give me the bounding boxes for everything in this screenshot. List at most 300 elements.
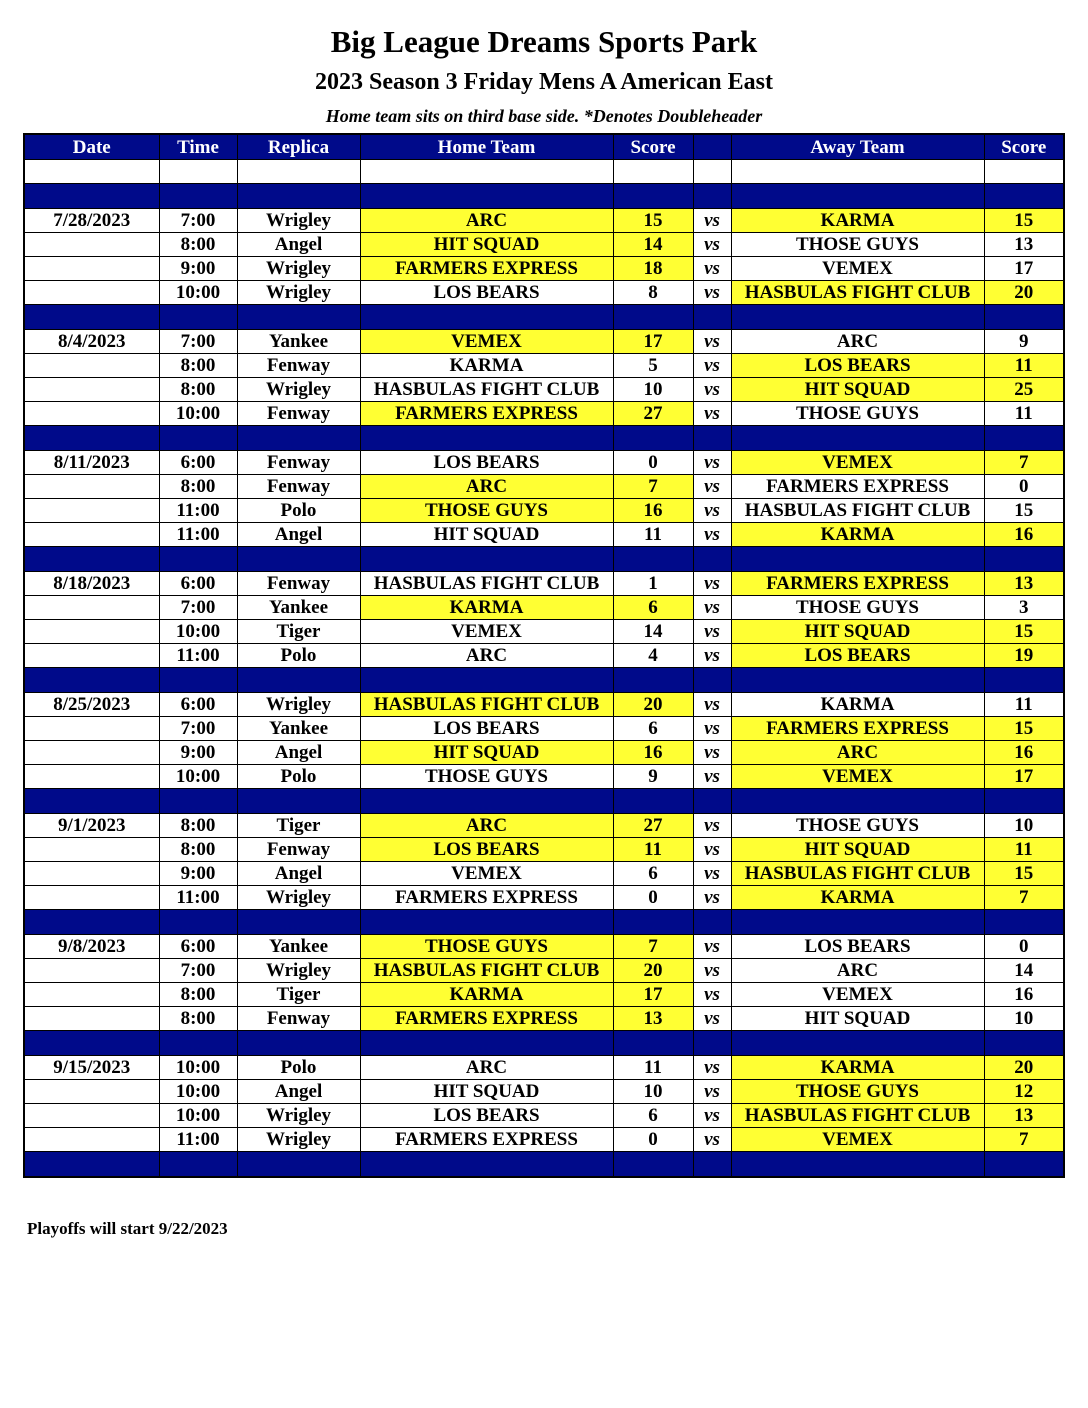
game-time: 8:00 bbox=[159, 233, 237, 257]
home-score: 17 bbox=[613, 983, 693, 1007]
separator-cell bbox=[159, 1152, 237, 1178]
game-time: 8:00 bbox=[159, 983, 237, 1007]
separator-cell bbox=[159, 910, 237, 935]
away-score: 19 bbox=[984, 644, 1064, 668]
home-score: 20 bbox=[613, 959, 693, 983]
away-team: KARMA bbox=[731, 1056, 984, 1080]
game-time: 7:00 bbox=[159, 330, 237, 354]
game-row bbox=[24, 596, 1064, 620]
game-field: Tiger bbox=[237, 814, 360, 838]
home-team: THOSE GUYS bbox=[360, 499, 613, 523]
vs-label: vs bbox=[693, 959, 731, 983]
game-row bbox=[24, 717, 1064, 741]
game-field: Tiger bbox=[237, 983, 360, 1007]
home-team: ARC bbox=[360, 814, 613, 838]
game-row bbox=[24, 330, 1064, 354]
game-field: Fenway bbox=[237, 475, 360, 499]
game-date bbox=[24, 402, 159, 426]
separator-cell bbox=[613, 789, 693, 814]
page-title: Big League Dreams Sports Park bbox=[330, 24, 758, 59]
separator-cell bbox=[237, 1031, 360, 1056]
home-score: 14 bbox=[613, 620, 693, 644]
game-date bbox=[24, 959, 159, 983]
separator-cell bbox=[360, 305, 613, 330]
away-score: 15 bbox=[984, 499, 1064, 523]
home-score: 9 bbox=[613, 765, 693, 789]
away-team: LOS BEARS bbox=[731, 644, 984, 668]
separator-cell bbox=[693, 184, 731, 209]
separator-cell bbox=[731, 547, 984, 572]
game-row bbox=[24, 814, 1064, 838]
game-date bbox=[24, 741, 159, 765]
game-date: 8/4/2023 bbox=[24, 330, 159, 354]
home-score: 0 bbox=[613, 1128, 693, 1152]
vs-label: vs bbox=[693, 475, 731, 499]
game-time: 11:00 bbox=[159, 644, 237, 668]
separator-cell bbox=[237, 789, 360, 814]
game-date bbox=[24, 717, 159, 741]
home-team: FARMERS EXPRESS bbox=[360, 257, 613, 281]
game-time: 11:00 bbox=[159, 886, 237, 910]
home-team: THOSE GUYS bbox=[360, 935, 613, 959]
vs-label: vs bbox=[693, 741, 731, 765]
game-date bbox=[24, 983, 159, 1007]
separator-cell bbox=[731, 668, 984, 693]
game-time: 6:00 bbox=[159, 572, 237, 596]
schedule-body bbox=[24, 160, 1064, 1178]
game-field: Wrigley bbox=[237, 886, 360, 910]
game-date bbox=[24, 475, 159, 499]
home-team: KARMA bbox=[360, 983, 613, 1007]
game-time: 11:00 bbox=[159, 499, 237, 523]
blank-cell bbox=[237, 160, 360, 184]
home-score: 7 bbox=[613, 935, 693, 959]
game-time: 9:00 bbox=[159, 257, 237, 281]
separator-cell bbox=[237, 547, 360, 572]
away-score: 7 bbox=[984, 1128, 1064, 1152]
game-field: Yankee bbox=[237, 717, 360, 741]
game-row bbox=[24, 741, 1064, 765]
game-row bbox=[24, 1128, 1064, 1152]
away-team: THOSE GUYS bbox=[731, 233, 984, 257]
blank-cell bbox=[159, 160, 237, 184]
week-separator-row bbox=[24, 184, 1064, 209]
game-date: 9/15/2023 bbox=[24, 1056, 159, 1080]
home-score: 16 bbox=[613, 741, 693, 765]
week-separator-row bbox=[24, 668, 1064, 693]
home-team: THOSE GUYS bbox=[360, 765, 613, 789]
home-score: 6 bbox=[613, 862, 693, 886]
home-score: 10 bbox=[613, 378, 693, 402]
separator-cell bbox=[237, 1152, 360, 1178]
vs-label: vs bbox=[693, 1056, 731, 1080]
away-score: 9 bbox=[984, 330, 1064, 354]
game-row bbox=[24, 838, 1064, 862]
away-score: 0 bbox=[984, 935, 1064, 959]
game-row bbox=[24, 1104, 1064, 1128]
game-date: 8/18/2023 bbox=[24, 572, 159, 596]
week-separator-row bbox=[24, 910, 1064, 935]
home-team: LOS BEARS bbox=[360, 838, 613, 862]
game-field: Wrigley bbox=[237, 257, 360, 281]
home-team: LOS BEARS bbox=[360, 281, 613, 305]
home-team: ARC bbox=[360, 1056, 613, 1080]
away-team: HASBULAS FIGHT CLUB bbox=[731, 281, 984, 305]
home-score: 27 bbox=[613, 402, 693, 426]
game-row bbox=[24, 257, 1064, 281]
separator-cell bbox=[360, 426, 613, 451]
home-score: 11 bbox=[613, 523, 693, 547]
schedule-table bbox=[23, 133, 1065, 1178]
separator-cell bbox=[24, 547, 159, 572]
week-separator-row bbox=[24, 426, 1064, 451]
game-row bbox=[24, 475, 1064, 499]
away-team: VEMEX bbox=[731, 451, 984, 475]
home-team: HIT SQUAD bbox=[360, 1080, 613, 1104]
game-field: Angel bbox=[237, 233, 360, 257]
game-time: 7:00 bbox=[159, 959, 237, 983]
game-field: Wrigley bbox=[237, 693, 360, 717]
separator-cell bbox=[159, 305, 237, 330]
separator-cell bbox=[731, 1031, 984, 1056]
vs-label: vs bbox=[693, 451, 731, 475]
separator-cell bbox=[984, 547, 1064, 572]
separator-cell bbox=[613, 426, 693, 451]
separator-cell bbox=[693, 547, 731, 572]
separator-cell bbox=[613, 547, 693, 572]
separator-cell bbox=[360, 668, 613, 693]
away-score: 13 bbox=[984, 1104, 1064, 1128]
home-score: 10 bbox=[613, 1080, 693, 1104]
game-row bbox=[24, 1080, 1064, 1104]
vs-label: vs bbox=[693, 1080, 731, 1104]
away-team: VEMEX bbox=[731, 983, 984, 1007]
home-score: 13 bbox=[613, 1007, 693, 1031]
away-team: LOS BEARS bbox=[731, 354, 984, 378]
game-time: 6:00 bbox=[159, 451, 237, 475]
home-score: 5 bbox=[613, 354, 693, 378]
week-separator-row bbox=[24, 1152, 1064, 1178]
home-team: ARC bbox=[360, 475, 613, 499]
game-time: 11:00 bbox=[159, 1128, 237, 1152]
game-time: 8:00 bbox=[159, 814, 237, 838]
game-time: 10:00 bbox=[159, 1104, 237, 1128]
home-score: 11 bbox=[613, 1056, 693, 1080]
blank-cell bbox=[731, 160, 984, 184]
separator-cell bbox=[24, 305, 159, 330]
game-field: Angel bbox=[237, 523, 360, 547]
vs-label: vs bbox=[693, 596, 731, 620]
home-score: 27 bbox=[613, 814, 693, 838]
col-header-vs bbox=[693, 134, 731, 160]
game-field: Wrigley bbox=[237, 209, 360, 233]
game-date bbox=[24, 862, 159, 886]
separator-cell bbox=[693, 668, 731, 693]
vs-label: vs bbox=[693, 233, 731, 257]
home-score: 6 bbox=[613, 717, 693, 741]
game-time: 11:00 bbox=[159, 523, 237, 547]
away-team: VEMEX bbox=[731, 765, 984, 789]
home-team: KARMA bbox=[360, 596, 613, 620]
home-team: LOS BEARS bbox=[360, 717, 613, 741]
game-date bbox=[24, 644, 159, 668]
game-date bbox=[24, 378, 159, 402]
game-field: Polo bbox=[237, 499, 360, 523]
game-row bbox=[24, 983, 1064, 1007]
away-score: 12 bbox=[984, 1080, 1064, 1104]
home-team: FARMERS EXPRESS bbox=[360, 886, 613, 910]
away-team: KARMA bbox=[731, 693, 984, 717]
separator-cell bbox=[159, 547, 237, 572]
away-score: 17 bbox=[984, 765, 1064, 789]
game-row bbox=[24, 281, 1064, 305]
col-header-replica: Replica bbox=[237, 134, 360, 160]
separator-cell bbox=[984, 426, 1064, 451]
blank-cell bbox=[693, 160, 731, 184]
separator-cell bbox=[360, 1031, 613, 1056]
away-team: VEMEX bbox=[731, 257, 984, 281]
separator-cell bbox=[613, 668, 693, 693]
separator-cell bbox=[24, 426, 159, 451]
away-score: 16 bbox=[984, 523, 1064, 547]
separator-cell bbox=[360, 910, 613, 935]
game-field: Wrigley bbox=[237, 378, 360, 402]
home-team: HASBULAS FIGHT CLUB bbox=[360, 378, 613, 402]
home-score: 20 bbox=[613, 693, 693, 717]
away-team: HIT SQUAD bbox=[731, 378, 984, 402]
away-team: THOSE GUYS bbox=[731, 1080, 984, 1104]
game-time: 8:00 bbox=[159, 475, 237, 499]
away-score: 15 bbox=[984, 209, 1064, 233]
game-date bbox=[24, 257, 159, 281]
home-score: 14 bbox=[613, 233, 693, 257]
home-team: FARMERS EXPRESS bbox=[360, 402, 613, 426]
blank-cell bbox=[360, 160, 613, 184]
away-team: HASBULAS FIGHT CLUB bbox=[731, 499, 984, 523]
home-score: 0 bbox=[613, 451, 693, 475]
game-row bbox=[24, 572, 1064, 596]
vs-label: vs bbox=[693, 644, 731, 668]
home-score: 16 bbox=[613, 499, 693, 523]
game-field: Fenway bbox=[237, 451, 360, 475]
home-team: HASBULAS FIGHT CLUB bbox=[360, 693, 613, 717]
game-row bbox=[24, 862, 1064, 886]
game-field: Polo bbox=[237, 765, 360, 789]
separator-cell bbox=[731, 910, 984, 935]
game-date bbox=[24, 596, 159, 620]
separator-cell bbox=[613, 1152, 693, 1178]
vs-label: vs bbox=[693, 523, 731, 547]
game-field: Wrigley bbox=[237, 959, 360, 983]
separator-cell bbox=[613, 910, 693, 935]
game-date bbox=[24, 838, 159, 862]
game-field: Fenway bbox=[237, 838, 360, 862]
separator-cell bbox=[360, 1152, 613, 1178]
home-team: HIT SQUAD bbox=[360, 233, 613, 257]
home-team: HIT SQUAD bbox=[360, 523, 613, 547]
separator-cell bbox=[159, 184, 237, 209]
away-team: FARMERS EXPRESS bbox=[731, 475, 984, 499]
game-row bbox=[24, 233, 1064, 257]
away-score: 3 bbox=[984, 596, 1064, 620]
away-team: HIT SQUAD bbox=[731, 838, 984, 862]
away-team: FARMERS EXPRESS bbox=[731, 717, 984, 741]
game-field: Yankee bbox=[237, 596, 360, 620]
away-score: 7 bbox=[984, 886, 1064, 910]
vs-label: vs bbox=[693, 1128, 731, 1152]
game-row bbox=[24, 354, 1064, 378]
away-score: 11 bbox=[984, 354, 1064, 378]
game-date bbox=[24, 354, 159, 378]
separator-cell bbox=[731, 789, 984, 814]
vs-label: vs bbox=[693, 499, 731, 523]
game-field: Yankee bbox=[237, 935, 360, 959]
separator-cell bbox=[984, 789, 1064, 814]
game-time: 10:00 bbox=[159, 1056, 237, 1080]
vs-label: vs bbox=[693, 886, 731, 910]
home-team: KARMA bbox=[360, 354, 613, 378]
away-score: 11 bbox=[984, 693, 1064, 717]
home-score: 18 bbox=[613, 257, 693, 281]
game-row bbox=[24, 402, 1064, 426]
separator-cell bbox=[237, 184, 360, 209]
vs-label: vs bbox=[693, 257, 731, 281]
game-field: Angel bbox=[237, 862, 360, 886]
game-row bbox=[24, 644, 1064, 668]
game-row bbox=[24, 523, 1064, 547]
schedule-note: Home team sits on third base side. *Denotes Doubleheader bbox=[325, 106, 763, 126]
away-team: ARC bbox=[731, 741, 984, 765]
separator-cell bbox=[24, 184, 159, 209]
separator-cell bbox=[159, 1031, 237, 1056]
separator-cell bbox=[24, 1152, 159, 1178]
separator-cell bbox=[24, 668, 159, 693]
header-row bbox=[24, 134, 1064, 160]
away-score: 15 bbox=[984, 862, 1064, 886]
away-score: 11 bbox=[984, 402, 1064, 426]
separator-cell bbox=[237, 305, 360, 330]
separator-cell bbox=[24, 789, 159, 814]
home-team: HIT SQUAD bbox=[360, 741, 613, 765]
separator-cell bbox=[693, 910, 731, 935]
home-team: FARMERS EXPRESS bbox=[360, 1007, 613, 1031]
separator-cell bbox=[360, 547, 613, 572]
game-time: 10:00 bbox=[159, 281, 237, 305]
game-field: Fenway bbox=[237, 1007, 360, 1031]
separator-cell bbox=[731, 305, 984, 330]
separator-cell bbox=[984, 1152, 1064, 1178]
away-score: 0 bbox=[984, 475, 1064, 499]
game-row bbox=[24, 765, 1064, 789]
game-row bbox=[24, 959, 1064, 983]
game-date bbox=[24, 233, 159, 257]
vs-label: vs bbox=[693, 209, 731, 233]
away-team: THOSE GUYS bbox=[731, 402, 984, 426]
game-field: Wrigley bbox=[237, 281, 360, 305]
game-field: Angel bbox=[237, 1080, 360, 1104]
game-row bbox=[24, 1007, 1064, 1031]
vs-label: vs bbox=[693, 717, 731, 741]
away-team: HIT SQUAD bbox=[731, 620, 984, 644]
separator-cell bbox=[360, 184, 613, 209]
game-row bbox=[24, 451, 1064, 475]
col-header-home-team: Home Team bbox=[360, 134, 613, 160]
game-field: Fenway bbox=[237, 354, 360, 378]
separator-cell bbox=[613, 1031, 693, 1056]
game-row bbox=[24, 886, 1064, 910]
away-score: 10 bbox=[984, 814, 1064, 838]
separator-cell bbox=[159, 426, 237, 451]
away-team: HASBULAS FIGHT CLUB bbox=[731, 862, 984, 886]
game-row bbox=[24, 935, 1064, 959]
playoffs-note: Playoffs will start 9/22/2023 bbox=[27, 1219, 228, 1238]
col-header-away-score: Score bbox=[984, 134, 1064, 160]
blank-row bbox=[24, 160, 1064, 184]
home-team: VEMEX bbox=[360, 330, 613, 354]
week-separator-row bbox=[24, 305, 1064, 330]
separator-cell bbox=[693, 789, 731, 814]
away-team: HASBULAS FIGHT CLUB bbox=[731, 1104, 984, 1128]
away-score: 16 bbox=[984, 983, 1064, 1007]
separator-cell bbox=[360, 789, 613, 814]
vs-label: vs bbox=[693, 402, 731, 426]
home-score: 1 bbox=[613, 572, 693, 596]
game-time: 7:00 bbox=[159, 596, 237, 620]
page-subtitle: 2023 Season 3 Friday Mens A American East bbox=[314, 69, 773, 95]
game-date: 9/8/2023 bbox=[24, 935, 159, 959]
away-score: 7 bbox=[984, 451, 1064, 475]
away-score: 20 bbox=[984, 1056, 1064, 1080]
game-date bbox=[24, 1007, 159, 1031]
home-team: VEMEX bbox=[360, 620, 613, 644]
away-score: 11 bbox=[984, 838, 1064, 862]
game-date bbox=[24, 765, 159, 789]
game-time: 10:00 bbox=[159, 1080, 237, 1104]
vs-label: vs bbox=[693, 838, 731, 862]
home-team: ARC bbox=[360, 644, 613, 668]
game-row bbox=[24, 693, 1064, 717]
game-date: 8/25/2023 bbox=[24, 693, 159, 717]
home-score: 6 bbox=[613, 1104, 693, 1128]
game-field: Tiger bbox=[237, 620, 360, 644]
away-score: 17 bbox=[984, 257, 1064, 281]
game-field: Fenway bbox=[237, 402, 360, 426]
game-row bbox=[24, 378, 1064, 402]
separator-cell bbox=[984, 1031, 1064, 1056]
away-score: 13 bbox=[984, 233, 1064, 257]
home-score: 7 bbox=[613, 475, 693, 499]
separator-cell bbox=[731, 1152, 984, 1178]
game-row bbox=[24, 620, 1064, 644]
game-time: 8:00 bbox=[159, 838, 237, 862]
away-score: 13 bbox=[984, 572, 1064, 596]
col-header-date: Date bbox=[24, 134, 159, 160]
separator-cell bbox=[237, 668, 360, 693]
game-time: 8:00 bbox=[159, 354, 237, 378]
home-team: ARC bbox=[360, 209, 613, 233]
away-team: KARMA bbox=[731, 886, 984, 910]
vs-label: vs bbox=[693, 1007, 731, 1031]
separator-cell bbox=[237, 426, 360, 451]
game-time: 9:00 bbox=[159, 862, 237, 886]
game-date bbox=[24, 620, 159, 644]
away-score: 15 bbox=[984, 620, 1064, 644]
game-time: 6:00 bbox=[159, 935, 237, 959]
away-team: THOSE GUYS bbox=[731, 814, 984, 838]
away-score: 20 bbox=[984, 281, 1064, 305]
separator-cell bbox=[693, 305, 731, 330]
game-field: Polo bbox=[237, 644, 360, 668]
